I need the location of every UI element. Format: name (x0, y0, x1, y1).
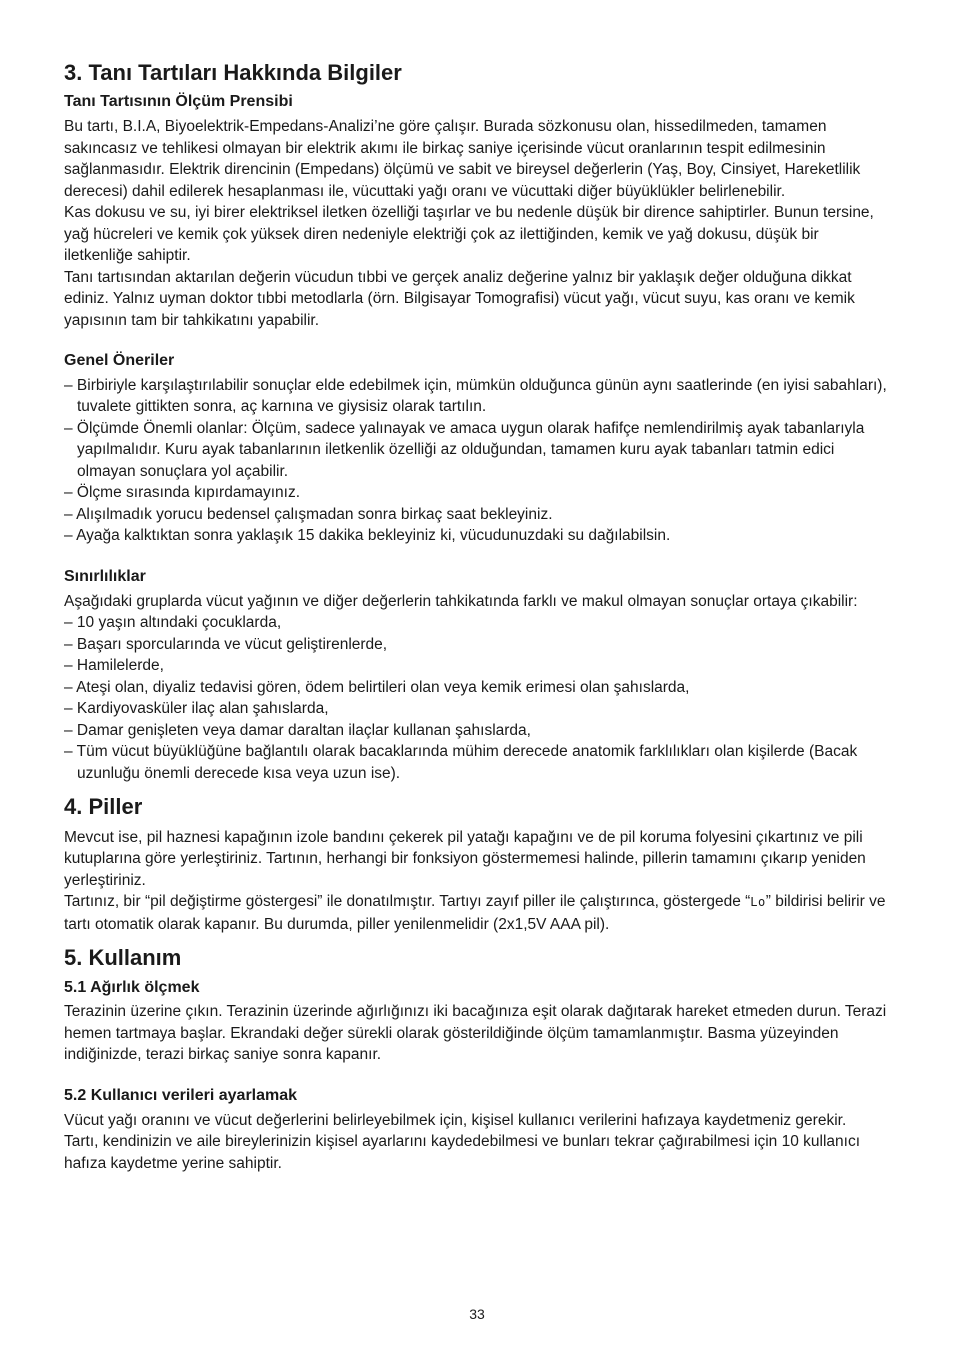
list-item: – Ateşi olan, diyaliz tedavisi gören, ödem belirtileri olan veya kemik erimesi olan şahıslarda, (64, 678, 690, 696)
list-item: – Ölçme sırasında kıpırdamayınız. (64, 484, 301, 502)
spacer (64, 547, 890, 567)
section-5-title: 5. Kullanım (64, 945, 182, 971)
weight-measuring-paragraph: Terazinin üzerine çıkın. Terazinin üzerinde ağırlığınızı iki bacağınıza eşit olarak dağıtarak hareket etmeden durun. Terazi hemen tartmaya başlar. Ekrandaki değer sürekli olarak gösterildiğinde ölçüm tamamlanmıştır. Basma yüzeyinden indiğinizde, terazi birkaç saniye sonra kapanır. (64, 1003, 887, 1064)
spacer (64, 935, 890, 945)
user-data-heading: 5.2 Kullanıcı verileri ayarlamak (64, 1086, 298, 1104)
lo-display-symbol: Lo (750, 895, 766, 910)
batteries-paragraph: Mevcut ise, pil haznesi kapağının izole bandını çekerek pil yatağı kapağını ve de pil koruma folyesini çıkartınız ve pili kutuplarına göre yerleştiriniz. Tartının, herhangi bir fonksiyon göstermemesi halinde, pillerin tamamını çıkarıp yeniden yerleştiriniz. (64, 828, 866, 889)
general-recommendations-heading: Genel Öneriler (64, 352, 175, 370)
battery-text-before: Tartınız, bir “pil değiştirme göstergesi” ile donatılmıştır. Tartıyı zayıf piller ile çalıştırınca, göstergede “ (64, 893, 751, 911)
limitations-heading: Sınırlılıklar (64, 567, 146, 585)
user-data-paragraph: Vücut yağı oranını ve vücut değerlerini belirleyebilmek için, kişisel kullanıcı verilerini hafızaya kaydetmeniz gerekir. (64, 1111, 847, 1129)
list-item: – Kardiyovasküler ilaç alan şahıslarda, (64, 700, 329, 718)
user-data-paragraph: Tartı, kendinizin ve aile bireylerinizin kişisel ayarlarını kaydedebilmesi ve bunları tekrar çağırabilmesi için 10 kullanıcı hafıza kaydetme yerine sahiptir. (64, 1133, 861, 1172)
general-recommendations-list (64, 375, 890, 547)
spacer (64, 784, 890, 794)
section-4-title: 4. Piller (64, 794, 143, 820)
document-page (64, 60, 890, 1174)
measurement-principle-heading: Tanı Tartısının Ölçüm Prensibi (64, 93, 293, 111)
weight-measuring-heading: 5.1 Ağırlık ölçmek (64, 978, 200, 996)
list-item: – Hamilelerde, (64, 657, 164, 675)
spacer (64, 1066, 890, 1086)
limitations-intro: Aşağıdaki gruplarda vücut yağının ve diğer değerlerin tahkikatında farklı ve makul olmayan sonuçlar ortaya çıkabilir: (64, 592, 858, 610)
battery-indicator-paragraph (64, 891, 890, 935)
list-item: – Tüm vücut büyüklüğüne bağlantılı olarak bacaklarında mühim derecede anatomik farklılıkları olan kişilerde (Bacak uzunluğu önemli derecede kısa veya uzun ise). (64, 743, 858, 782)
list-item: – 10 yaşın altındaki çocuklarda, (64, 614, 282, 632)
list-item: – Alışılmadık yorucu bedensel çalışmadan sonra birkaç saat bekleyiniz. (64, 505, 553, 523)
battery-text-after: ” bildirisi belirir ve tartı otomatik olarak kapanır. Bu durumda, piller yenilenmelidir (2x1,5V AAA pil). (64, 893, 886, 933)
section-3-title: 3. Tanı Tartıları Hakkında Bilgiler (64, 60, 402, 85)
spacer (64, 331, 890, 351)
list-item: – Ayağa kalktıktan sonra yaklaşık 15 dakika bekleyiniz ki, vücudunuzdaki su dağılabilsin. (64, 527, 671, 545)
measurement-principle-paragraph: Bu tartı, B.I.A, Biyoelektrik-Empedans-Analizi’ne göre çalışır. Burada sözkonusu olan, hissedilmeden, tamamen sakıncasız ve tehlikesi olmayan bir elektrik akımı ile birkaç saniye içerisinde vücut oranlarının tespit edilmesinin sağlanmasıdır. Elektrik direncinin (Empedans) ölçümü ve sabit ve bireysel değerlerin (Yaş, Boy, Cinsiyet, Hareketlilik derecesi) dahil edilerek hesaplanması ile, vücuttaki yağı oranı ve vücuttaki diğer büyüklükler belirlenebilir. (64, 118, 861, 200)
measurement-principle-paragraph: Tanı tartısından aktarılan değerin vücudun tıbbi ve gerçek analiz değerine yalnız bir yaklaşık değer olduğuna dikkat ediniz. Yalnız uyman doktor tıbbi metodlarla (örn. Bilgisayar Tomografisi) vücut yağı, vücut suyu, kas oranı ve kemik yapısının tam bir tahkikatını yapabilir. (64, 268, 855, 329)
list-item: – Başarı sporcularında ve vücut geliştirenlerde, (64, 635, 388, 653)
measurement-principle-paragraph: Kas dokusu ve su, iyi birer elektriksel iletken özelliği taşırlar ve bu nedenle düşük bir dirence sahiptirler. Bunun tersine, yağ hücreleri ve kemik çok yüksek diren nedeniyle elektriği çok az ilettiğinden, kemik ve yağ dokusu, düşük bir iletkenliğe sahiptir. (64, 204, 874, 265)
limitations-list (64, 612, 890, 784)
list-item: – Damar genişleten veya damar daraltan ilaçlar kullanan şahıslarda, (64, 721, 531, 739)
list-item: – Birbiriyle karşılaştırılabilir sonuçlar elde edebilmek için, mümkün olduğunca günün aynı saatlerinde (en iyisi sabahları), tuvalete gittikten sonra, aç karnına ve giysisiz olarak tartılın. (64, 376, 887, 416)
page-number: 33 (469, 1306, 485, 1322)
list-item: – Ölçümde Önemli olanlar: Ölçüm, sadece yalınayak ve amaca uygun olarak hafifçe nemlendirilmiş ayak tabanlarıyla yapılmalıdır. Kuru ayak tabanlarının iletkenlik özelliği az olduğundan, tamamen kuru ayak tabanları tatmin edici olmayan sonuçlara yol açabilir. (64, 419, 865, 480)
